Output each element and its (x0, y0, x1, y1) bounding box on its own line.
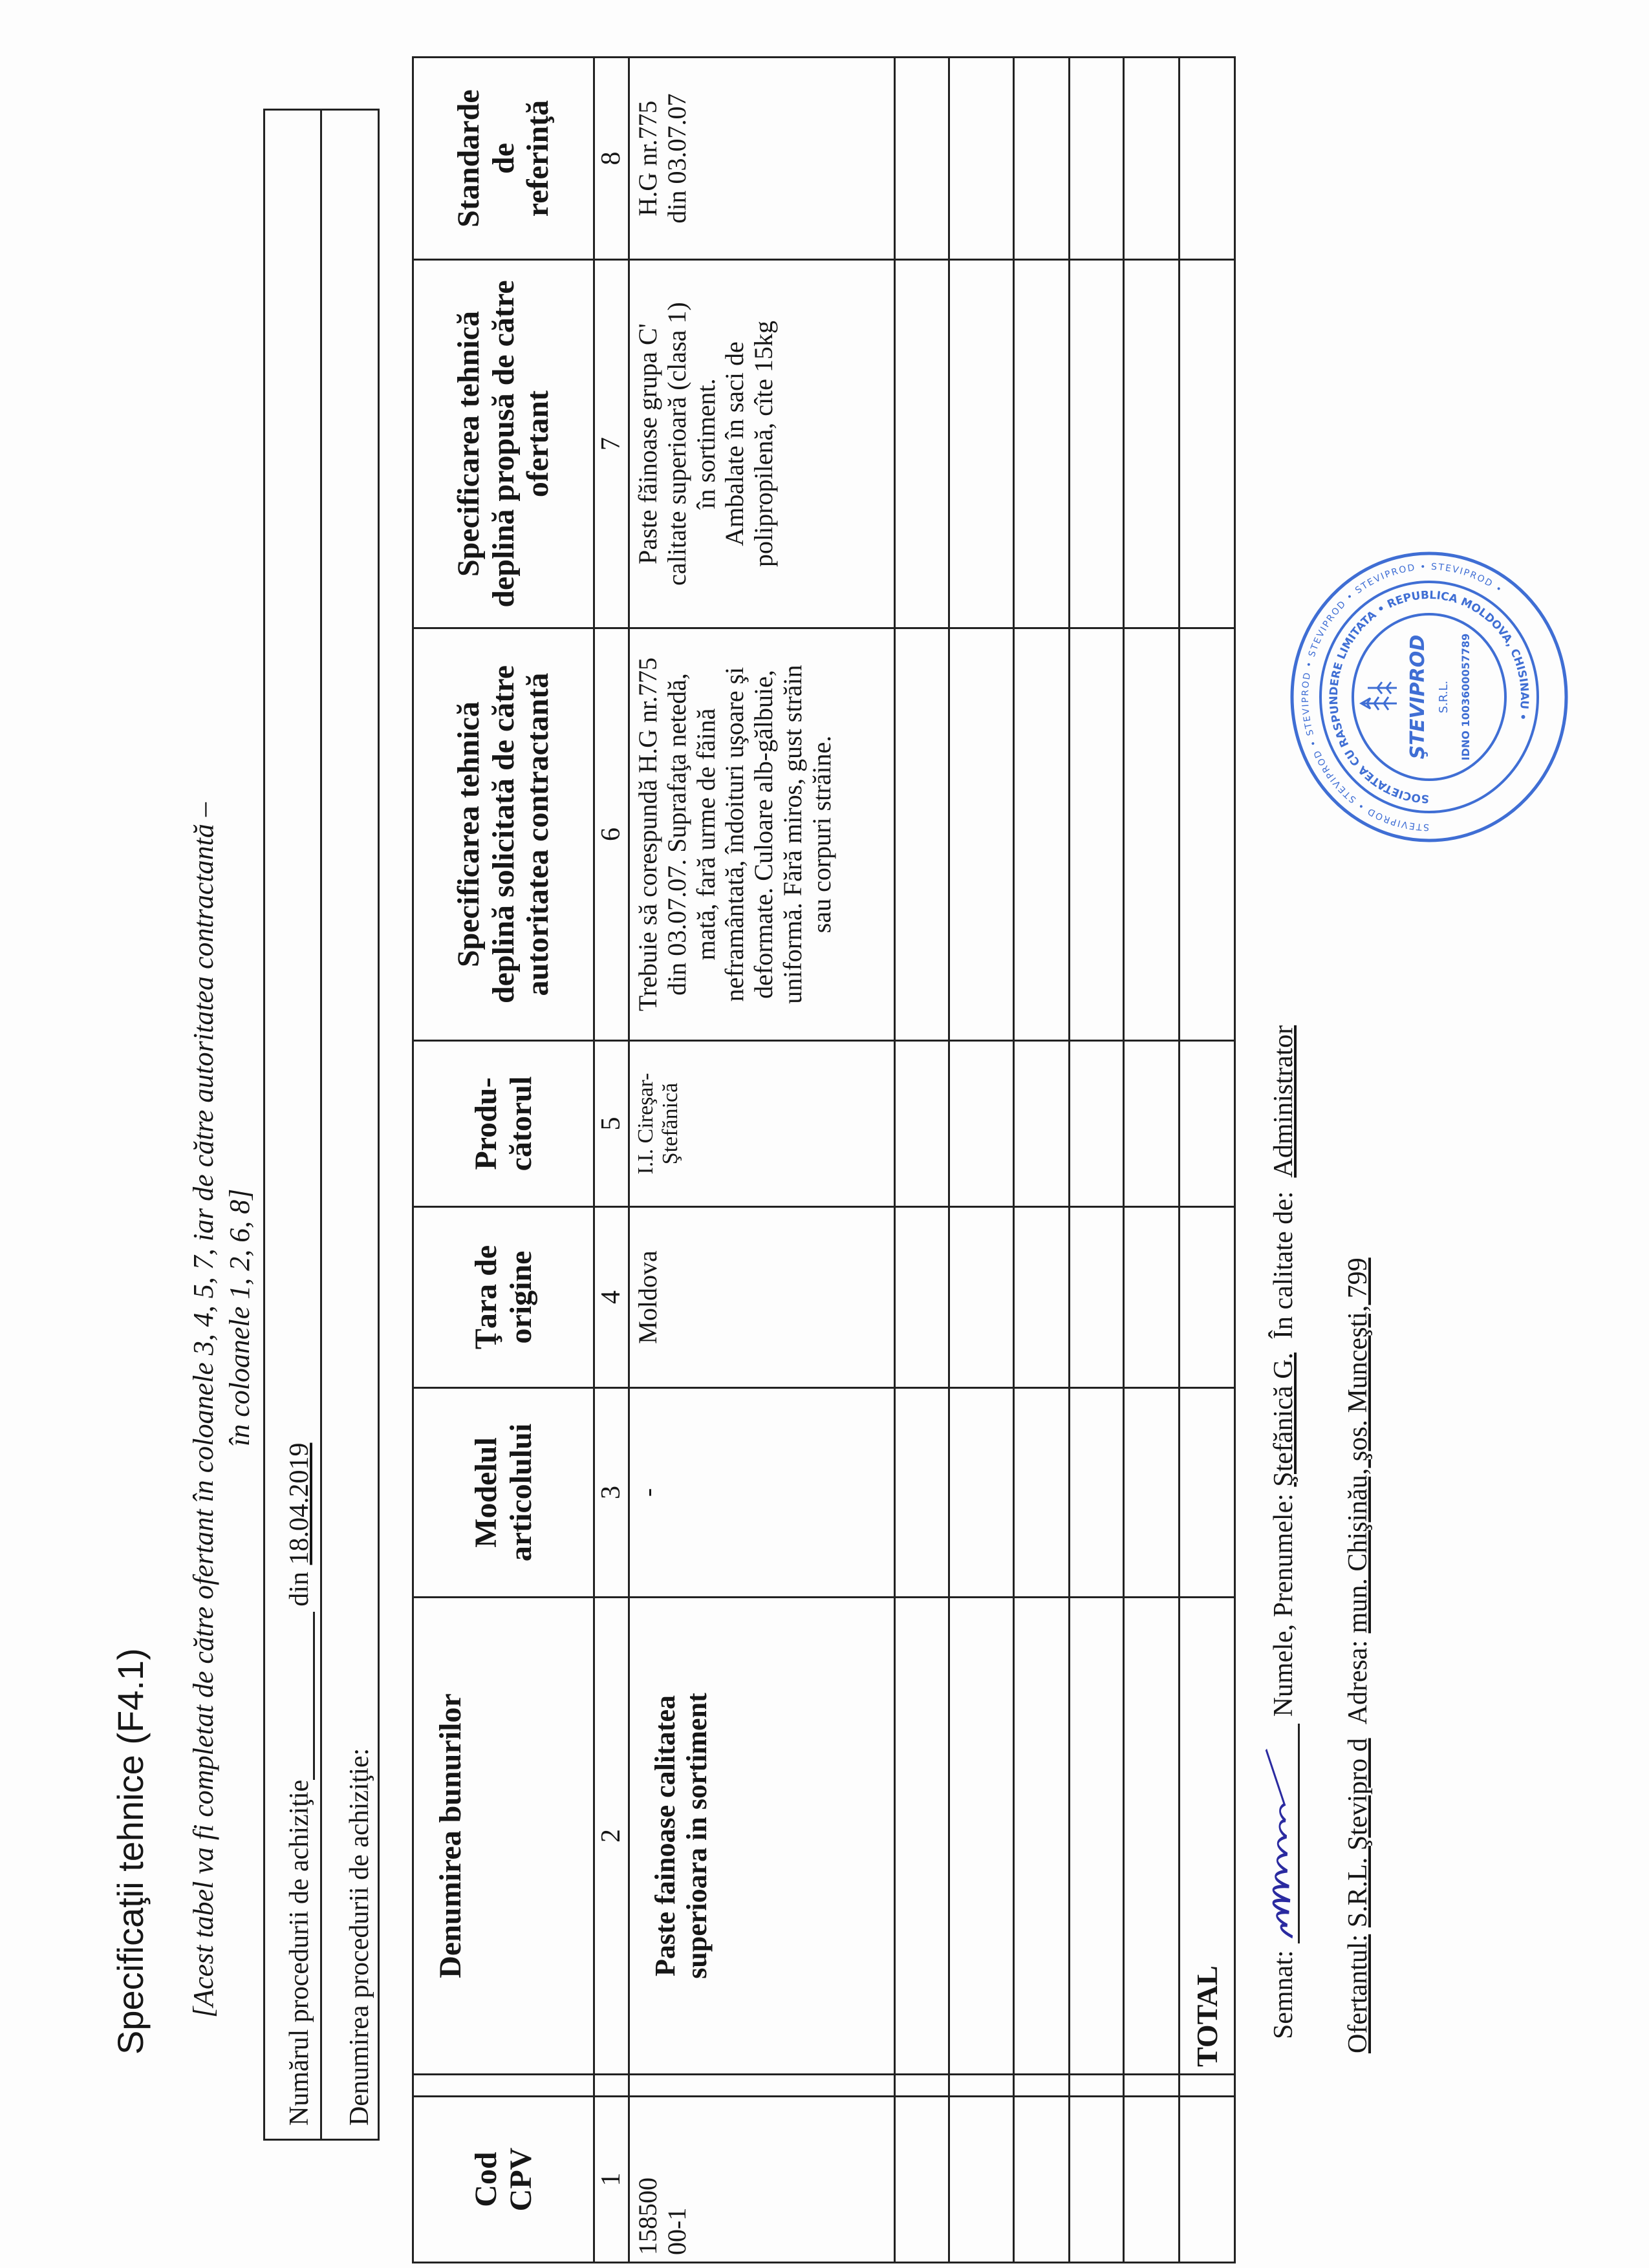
procedure-date: 18.04.2019 (285, 1442, 314, 1565)
table-header-row (413, 58, 594, 2263)
col-num-3: 3 (594, 1388, 629, 1598)
header-spec-propusa: Specificarea tehnică deplină propusă de către ofertant (413, 260, 594, 628)
cell-spec-required: Trebuie să corespundă H.G nr.775 din 03.07.07. Suprafaţa netedă, mată, fară urme de făină neframântată, îndoituri uşoare şi deformate. Culoare alb-gălbuie, uniformă. Fără miros, gust străin sau corpuri străine. (629, 628, 895, 1041)
col-num-1: 1 (594, 2097, 629, 2263)
bidder-line (1342, 1257, 1374, 2053)
table-row-empty (949, 58, 1014, 2263)
cell-blank (629, 2075, 895, 2097)
total-label: TOTAL (1180, 1598, 1235, 2075)
handwritten-signature (1259, 1724, 1298, 1943)
instruction-note-line1: [Acest tabel va fi completat de către ofertant în coloanele 3, 4, 5, 7, iar de către autoritatea contractantă – (188, 802, 219, 2018)
col-num-blank (594, 2075, 629, 2097)
col-num-5: 5 (594, 1041, 629, 1207)
table-total-row (1180, 58, 1235, 2263)
bidder-address: mun. Chişinău, şos. Munceşti, 799 (1343, 1257, 1373, 1634)
table-row-empty (895, 58, 949, 2263)
header-producator: Produ- cătorul (413, 1041, 594, 1207)
stamp-idno: IDNO 1003600057789 (1460, 633, 1472, 761)
page-title: Specificaţii tehnice (F4.1) (110, 1648, 151, 2055)
col-num-8: 8 (594, 58, 629, 260)
procedure-name-label: Denumirea procedurii de achiziţie: (345, 1748, 374, 2126)
header-standarde: Standarde de referinţă (413, 58, 594, 260)
stamp-outer-text: SOCIETATEA CU RASPUNDERE LIMITATA • REPUBLICA MOLDOVA, CHISINAU • (1327, 588, 1531, 806)
procedure-number-row (265, 111, 322, 2139)
column-number-row (594, 58, 629, 2263)
bidder-label: Ofertantul: (1343, 1934, 1373, 2053)
cell-country: Moldova (629, 1207, 895, 1388)
table-row (629, 58, 895, 2263)
header-denumirea: Denumirea bunurilor (413, 1598, 594, 2075)
procedure-box (263, 109, 380, 2141)
signature-field (1272, 1724, 1300, 1943)
cell-name: Paste fainoase calitatea superioara in sortiment (629, 1598, 895, 2075)
signer-name: Ştefănică G. (1269, 1353, 1299, 1487)
table-row-empty (1014, 58, 1070, 2263)
cell-spec-offered: Paste făinoase grupa C' calitate superioară (clasa 1) în sortiment. Ambalate în saci de polipropilenă, cîte 15kg (629, 260, 895, 628)
col-num-7: 7 (594, 260, 629, 628)
name-label: Numele, Prenumele: (1269, 1493, 1299, 1717)
signed-label: Semnat: (1269, 1950, 1299, 2039)
signer-role: Administrator (1269, 1025, 1299, 1178)
col-num-2: 2 (594, 1598, 629, 2075)
wheat-icon (1361, 682, 1397, 710)
header-cod-cpv: Cod CPV (413, 2097, 594, 2263)
cell-cpv: 158500 00-1 (629, 2097, 895, 2263)
procedure-number-field (291, 1612, 315, 1780)
stamp-brand: ŞTEVIPROD (1406, 634, 1429, 760)
header-tara: Ţara de origine (413, 1207, 594, 1388)
role-label: În calitate de: (1269, 1191, 1299, 1340)
address-label: Adresa: (1343, 1640, 1373, 1725)
procedure-number-label: Numărul procedurii de achiziţie (285, 1779, 314, 2126)
col-num-4: 4 (594, 1207, 629, 1388)
col-num-6: 6 (594, 628, 629, 1041)
bidder-name: S.R.L. Ştevipro d (1343, 1738, 1373, 1928)
header-blank (413, 2075, 594, 2097)
table-row-empty (1070, 58, 1124, 2263)
instruction-note-line2: în coloanele 1, 2, 6, 8] (224, 1188, 255, 1446)
specifications-table (412, 56, 1236, 2263)
header-modelul: Modelul articolului (413, 1388, 594, 1598)
company-stamp (1287, 548, 1571, 846)
procedure-name-row (323, 111, 380, 2139)
cell-producer: I.I. Cireşar- Ştefănică (629, 1041, 895, 1207)
stamp-ring-text: STEVIPROD • STEVIPROD • STEVIPROD • STEVIPROD • STEVIPROD • STEVIPROD • (1300, 561, 1505, 833)
cell-standard: H.G nr.775 din 03.07.07 (629, 58, 895, 260)
table-row-empty (1124, 58, 1180, 2263)
header-spec-solicitata: Specificarea tehnică deplină solicitată de către autoritatea contractantă (413, 628, 594, 1041)
stamp-form: S.R.L. (1437, 680, 1450, 714)
signature-line (1267, 1025, 1300, 2039)
cell-model: - (629, 1388, 895, 1598)
procedure-date-label: din (285, 1572, 314, 1607)
